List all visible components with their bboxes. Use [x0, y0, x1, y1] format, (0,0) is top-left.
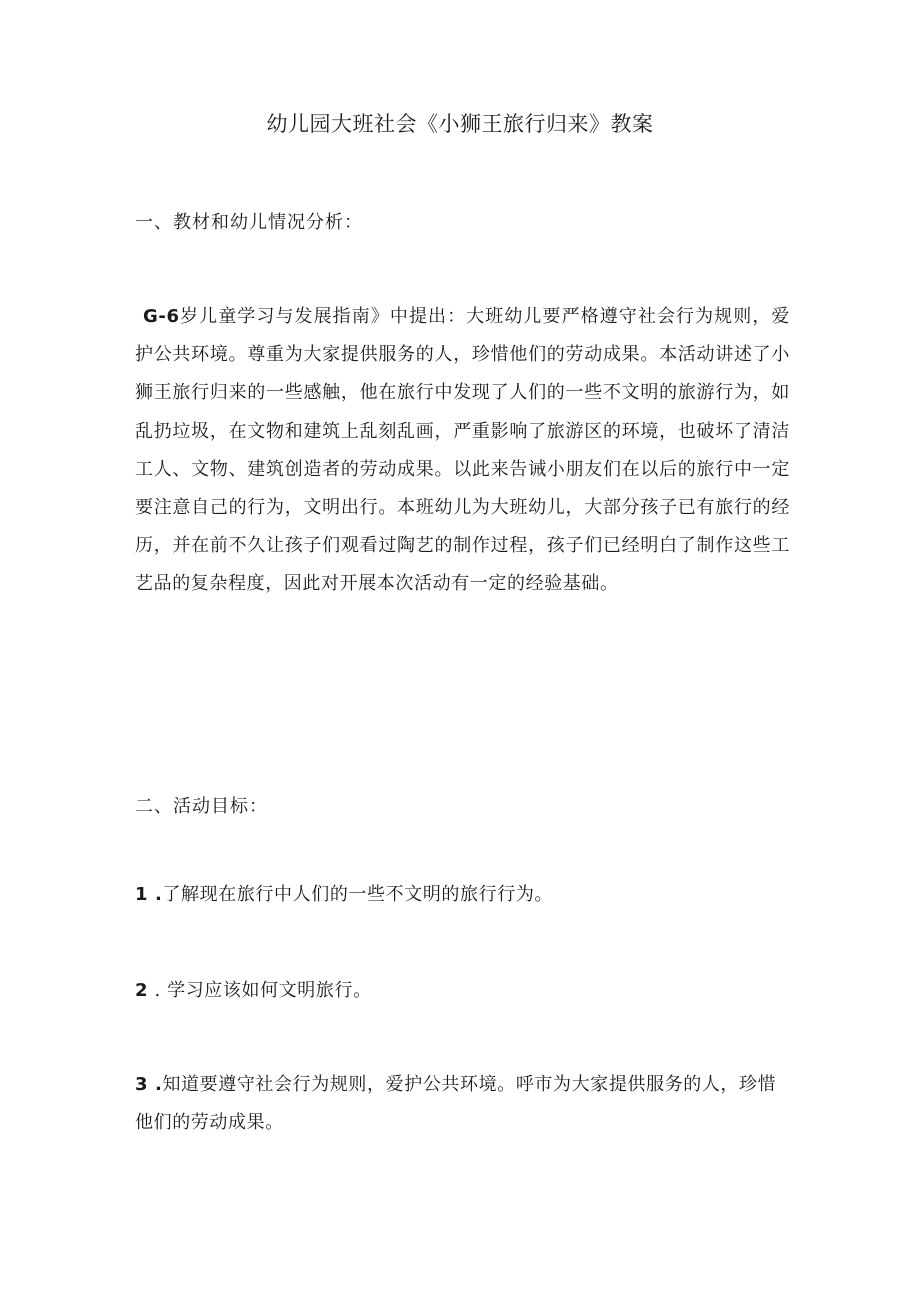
goal-text: 知道要遵守社会行为规则，爱护公共环境。呼市为大家提供服务的人，珍惜他们的劳动成果。 — [135, 1074, 777, 1134]
document-title: 幼儿园大班社会《小狮王旅行归来》教案 — [266, 112, 654, 136]
goal-number: 1 . — [135, 884, 163, 905]
section-heading-analysis: 一、教材和幼儿情况分析： — [135, 212, 363, 233]
goal-text: . 学习应该如何文明旅行。 — [148, 980, 372, 1001]
goal-item-3 — [135, 1066, 790, 1142]
goal-item-1 — [135, 876, 790, 914]
paragraph-body: 岁儿童学习与发展指南》中提出：大班幼儿要严格遵守社会行为规则，爱护公共环境。尊重为大家提供服务的人，珍惜他们的劳动成果。本活动讲述了小狮王旅行归来的一些感触，他在旅行中发现了人们的一些不文明的旅游行为，如乱扔垃圾，在文物和建筑上乱刻乱画，严重影响了旅游区的环境，也破坏了清洁工人、文物、建筑创造者的劳动成果。以此来告诫小朋友们在以后的旅行中一定要注意自己的行为，文明出行。本班幼儿为大班幼儿，大部分孩子已有旅行的经历，并在前不久让孩子们观看过陶艺的制作过程，孩子们已经明白了制作这些工艺品的复杂程度，因此对开展本次活动有一定的经验基础。 — [135, 306, 790, 595]
paragraph-lead: G-6 — [143, 306, 180, 327]
section-heading-goals: 二、活动目标： — [135, 796, 268, 817]
goal-number: 2 — [135, 980, 149, 1001]
goal-text: 了解现在旅行中人们的一些不文明的旅行行为。 — [162, 884, 554, 905]
goal-number: 3 . — [135, 1074, 163, 1095]
analysis-paragraph — [135, 298, 790, 604]
goal-item-2 — [135, 972, 790, 1010]
